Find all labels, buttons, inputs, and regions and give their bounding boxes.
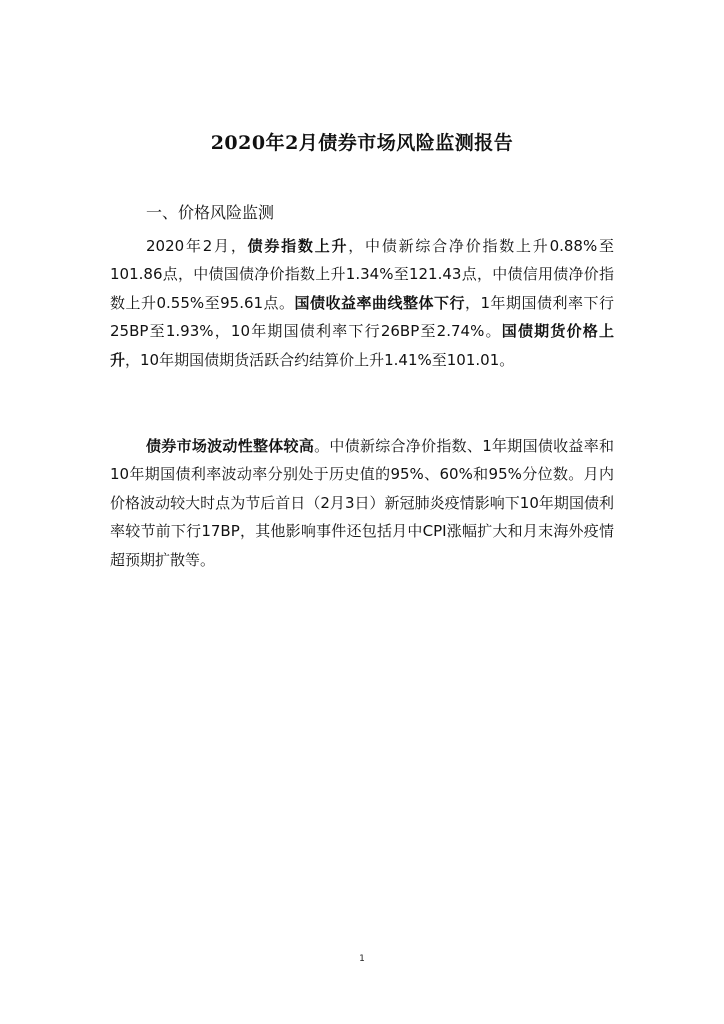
- paragraph-volatility: [110, 432, 614, 574]
- paragraph-segment: 2020年2月，: [146, 237, 248, 255]
- paragraph-segment: ，1年期国债利率下行25BP至1.93%，10年期国债利率下行26BP至2.74%。: [110, 293, 614, 341]
- highlight-bond-index-rise: 债券指数上升: [247, 237, 349, 255]
- highlight-futures-rise: 国债期货价格上升: [110, 322, 614, 369]
- highlight-volatility-high: 债券市场波动性整体较高: [146, 437, 315, 455]
- report-title: 2020年2月债券市场风险监测报告: [210, 132, 514, 154]
- paragraph-segment: ，中债新综合净价指数上升0.88%至101.86点，中债国债净价指数上升1.34%至121.43点，中债信用债净价指数上升0.55%至95.61点。: [110, 237, 614, 312]
- paragraph-price-indices: [110, 232, 614, 374]
- highlight-yield-curve-down: 国债收益率曲线整体下行: [294, 293, 465, 312]
- page-number: 1: [359, 954, 365, 964]
- paragraph-segment: 。中债新综合净价指数、1年期国债收益率和10年期国债利率波动率分别处于历史值的95%、60%和95%分位数。月内价格波动较大时点为节后首日（2月3日）新冠肺炎疫情影响下10年期国债利率较节前下行17BP，其他影响事件还包括月中CPI涨幅扩大和月末海外疫情超预期扩散等。: [110, 437, 614, 569]
- section-heading: 一、价格风险监测: [146, 203, 275, 222]
- paragraph-segment: ，10年期国债期货活跃合约结算价上升1.41%至101.01。: [125, 350, 515, 369]
